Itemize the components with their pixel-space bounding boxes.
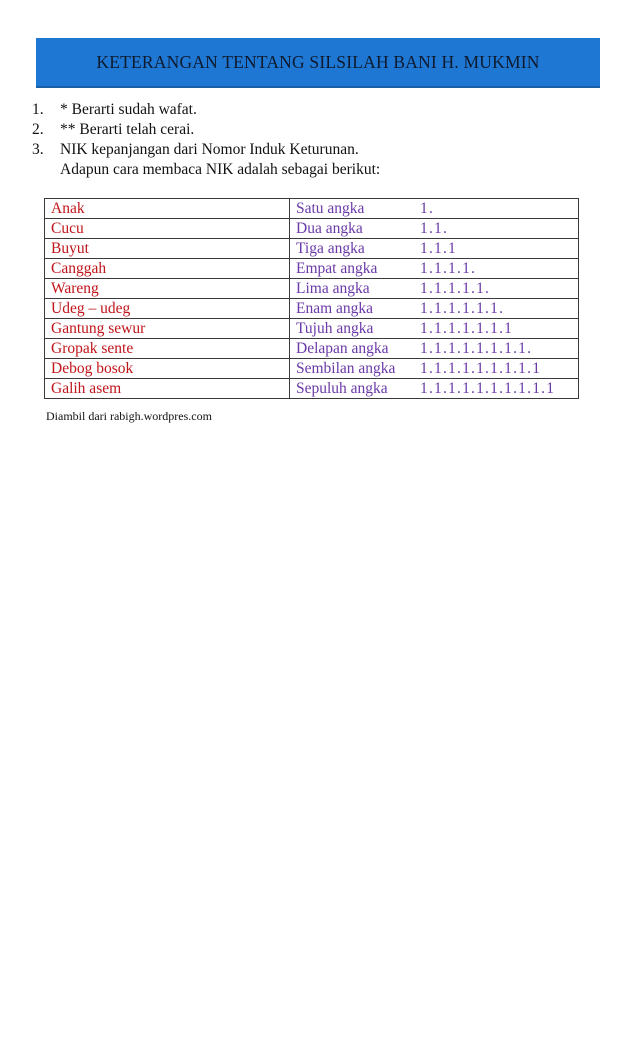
count-cell (290, 359, 579, 379)
count-cell (290, 239, 579, 259)
count-cell (290, 379, 579, 399)
notes-list (32, 100, 380, 180)
count-label: Lima angka (296, 280, 370, 297)
table-row (45, 259, 579, 279)
nik-code: 1.1. (420, 220, 449, 237)
generation-cell: Buyut (45, 239, 290, 259)
table-row (45, 239, 579, 259)
page-title: KETERANGAN TENTANG SILSILAH BANI H. MUKMIN (96, 51, 540, 72)
count-label: Tiga angka (296, 240, 365, 257)
count-cell (290, 199, 579, 219)
note-number: 2. (32, 121, 44, 138)
count-label: Sepuluh angka (296, 380, 388, 397)
count-label: Empat angka (296, 260, 378, 277)
table-row (45, 279, 579, 299)
generation-cell: Gropak sente (45, 339, 290, 359)
generation-cell: Gantung sewur (45, 319, 290, 339)
note-text: NIK kepanjangan dari Nomor Induk Keturunan. (60, 141, 359, 158)
note-text: ** Berarti telah cerai. (60, 121, 195, 138)
nik-code: 1.1.1.1.1.1. (420, 300, 505, 317)
note-item (32, 140, 380, 160)
table-intro: Adapun cara membaca NIK adalah sebagai berikut: (60, 161, 381, 178)
note-item (32, 100, 380, 120)
nik-table (44, 198, 579, 399)
table-row (45, 339, 579, 359)
source-credit: Diambil dari rabigh.wordpres.com (46, 409, 212, 423)
count-label: Satu angka (296, 200, 365, 217)
table-row (45, 299, 579, 319)
table-row (45, 319, 579, 339)
generation-cell: Cucu (45, 219, 290, 239)
count-label: Delapan angka (296, 340, 389, 357)
generation-cell: Canggah (45, 259, 290, 279)
count-cell (290, 339, 579, 359)
generation-cell: Udeg – udeg (45, 299, 290, 319)
generation-cell: Wareng (45, 279, 290, 299)
title-banner (36, 38, 600, 88)
nik-code: 1.1.1.1.1.1.1 (420, 320, 514, 337)
count-cell (290, 219, 579, 239)
count-cell (290, 279, 579, 299)
note-text: * Berarti sudah wafat. (60, 101, 197, 118)
nik-code: 1.1.1.1.1.1.1.1.1.1 (420, 380, 556, 397)
count-cell (290, 299, 579, 319)
nik-code: 1.1.1.1.1. (420, 280, 491, 297)
note-number: 3. (32, 141, 44, 158)
table-row (45, 359, 579, 379)
nik-code: 1.1.1.1.1.1.1.1.1 (420, 360, 542, 377)
count-label: Sembilan angka (296, 360, 396, 377)
nik-code: 1.1.1.1.1.1.1.1. (420, 340, 533, 357)
nik-code: 1.1.1 (420, 240, 457, 257)
table-row (45, 379, 579, 399)
count-label: Enam angka (296, 300, 374, 317)
count-label: Tujuh angka (296, 320, 374, 337)
count-cell (290, 259, 579, 279)
generation-cell: Galih asem (45, 379, 290, 399)
count-label: Dua angka (296, 220, 363, 237)
nik-code: 1. (420, 200, 435, 217)
table-row (45, 219, 579, 239)
nik-code: 1.1.1.1. (420, 260, 477, 277)
table-row (45, 199, 579, 219)
note-number: 1. (32, 101, 44, 118)
generation-cell: Debog bosok (45, 359, 290, 379)
count-cell (290, 319, 579, 339)
generation-cell: Anak (45, 199, 290, 219)
note-item (32, 120, 380, 140)
